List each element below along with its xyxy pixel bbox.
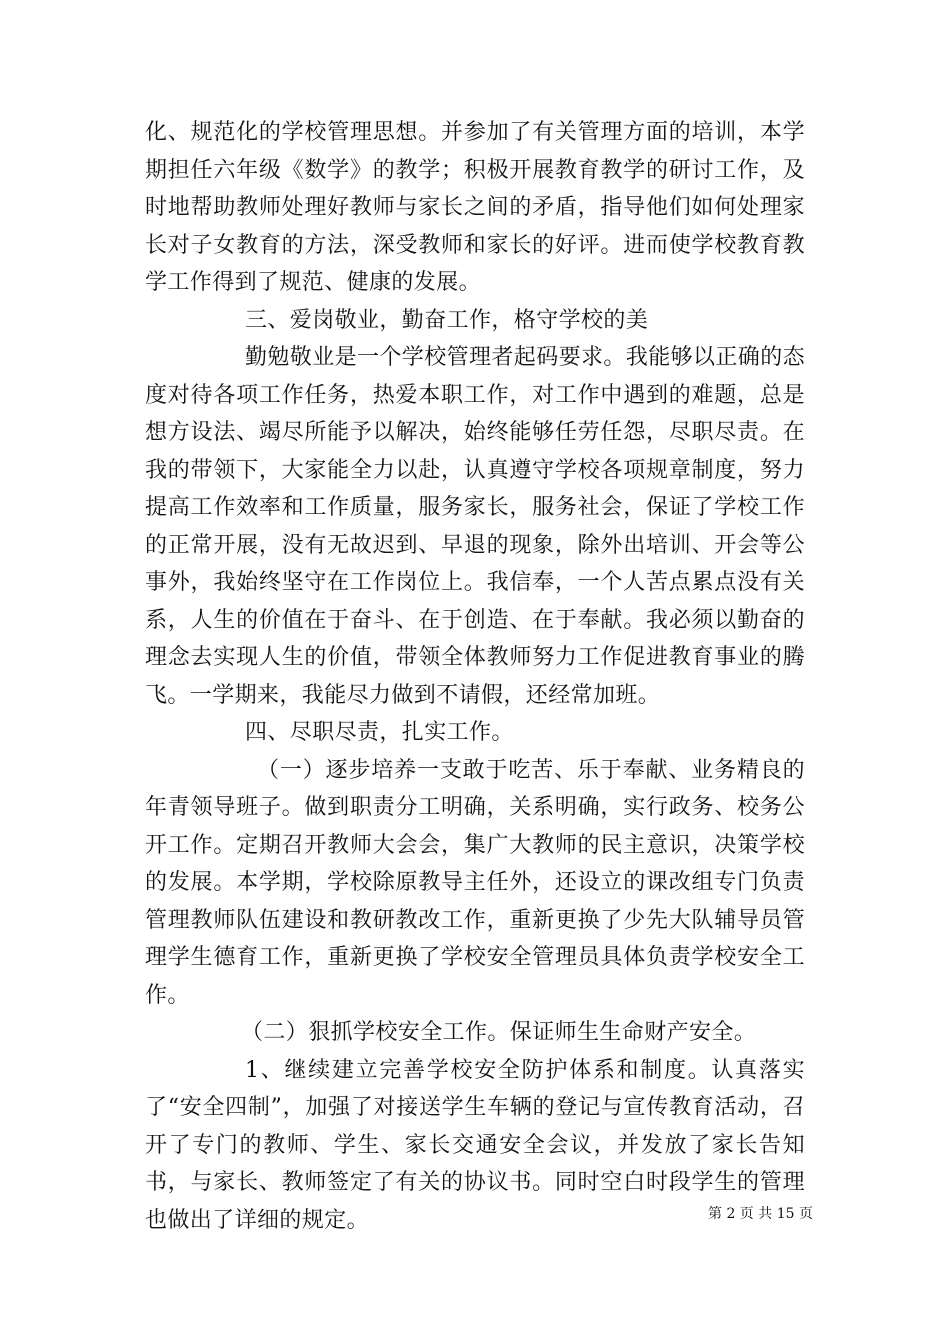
paragraph-dedication: 勤勉敬业是一个学校管理者起码要求。我能够以正确的态度对待各项工作任务，热爱本职工作，对工作中遇到的难题，总是想方设法、竭尽所能予以解决，始终能够任劳任怨，尽职尽责。在我的带领下，大家能全力以赴，认真遵守学校各项规章制度，努力提高工作效率和工作质量，服务家长，服务社会，保证了学校工作的正常开展，没有无故迟到、早退的现象，除外出培训、开会等公事外，我始终坚守在工作岗位上。我信奉，一个人苦点累点没有关系，人生的价值在于奋斗、在于创造、在于奉献。我必须以勤奋的理念去实现人生的价值，带领全体教师努力工作促进教育事业的腾飞。一学期来，我能尽力做到不请假，还经常加班。 xyxy=(145,345,806,708)
page-number-footer: 第 2 页 共 15 页 xyxy=(708,1206,813,1222)
paragraph-safety-system: 1、继续建立完善学校安全防护体系和制度。认真落实了“安全四制”，加强了对接送学生车辆的登记与宣传教育活动，召开了专门的教师、学生、家长交通安全会议，并发放了家长告知书，与家长、教师签定了有关的协议书。同时空白时段学生的管理也做出了详细的规定。 xyxy=(145,1057,805,1233)
heading-section-four: 四、尽职尽责，扎实工作。 xyxy=(245,720,514,745)
document-body xyxy=(145,114,805,1239)
heading-section-three: 三、爱岗敬业，勤奋工作，格守学校的美 xyxy=(245,307,649,333)
paragraph-management-training: 化、规范化的学校管理思想。并参加了有关管理方面的培训，本学期担任六年级《数学》的教学；积极开展教育教学的研讨工作，及时地帮助教师处理好教师与家长之间的矛盾，指导他们如何处理家长对子女教育的方法，深受教师和家长的好评。进而使学校教育教学工作得到了规范、健康的发展。 xyxy=(145,120,805,295)
heading-safety-work: （二）狠抓学校安全工作。保证师生生命财产安全。 xyxy=(241,1020,757,1045)
paragraph-leadership-team: （一）逐步培养一支敢于吃苦、乐于奉献、业务精良的年青领导班子。做到职责分工明确，关系明确，实行政务、校务公开工作。定期召开教师大会会，集广大教师的民主意识，决策学校的发展。本学期，学校除原教导主任外，还设立的课改组专门负责管理教师队伍建设和教研教改工作，重新更换了少先大队辅导员管理学生德育工作，重新更换了学校安全管理员具体负责学校安全工作。 xyxy=(145,757,805,1008)
